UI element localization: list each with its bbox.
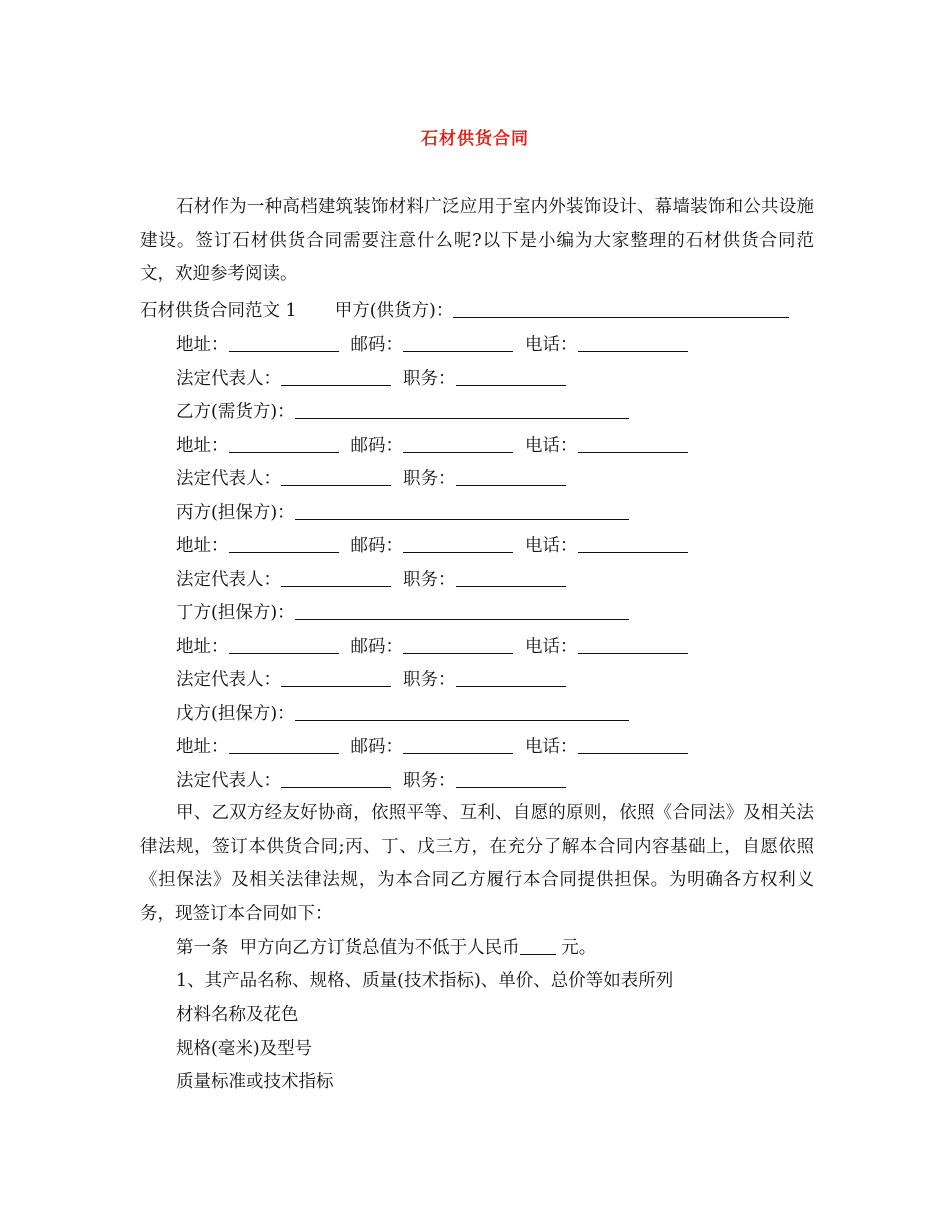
spec-model-line: 规格(毫米)及型号	[176, 1039, 313, 1059]
party-wu-line	[176, 703, 629, 725]
legal-rep-blank	[281, 471, 391, 486]
postcode-label: 邮码：	[350, 536, 403, 556]
position-label: 职务：	[403, 670, 456, 690]
sample-heading: 石材供货合同范文 1	[140, 301, 297, 321]
phone-label: 电话：	[525, 436, 578, 456]
legal-rep-label: 法定代表人：	[176, 369, 281, 389]
postcode-label: 邮码：	[350, 335, 403, 355]
party-ding-blank	[295, 605, 629, 620]
phone-blank	[578, 739, 688, 754]
position-blank	[456, 773, 566, 788]
material-name-line: 材料名称及花色	[176, 1005, 299, 1025]
address-blank	[229, 739, 339, 754]
postcode-blank	[403, 438, 513, 453]
item-1-line: 1、其产品名称、规格、质量(技术指标)、单价、总价等如表所列	[176, 971, 674, 991]
position-label: 职务：	[403, 469, 456, 489]
phone-label: 电话：	[525, 637, 578, 657]
party-jia-label: 甲方(供货方)：	[334, 301, 454, 321]
position-label: 职务：	[403, 570, 456, 590]
postcode-blank	[403, 639, 513, 654]
party-bing-rep-line	[176, 569, 566, 591]
position-blank	[456, 672, 566, 687]
party-wu-rep-line	[176, 770, 566, 792]
party-yi-line	[176, 401, 629, 423]
position-blank	[456, 471, 566, 486]
phone-label: 电话：	[525, 335, 578, 355]
postcode-blank	[403, 538, 513, 553]
party-jia-contact-line	[176, 334, 688, 356]
legal-rep-label: 法定代表人：	[176, 670, 281, 690]
position-label: 职务：	[403, 369, 456, 389]
party-yi-blank	[295, 404, 629, 419]
address-label: 地址：	[176, 737, 229, 757]
party-bing-blank	[295, 505, 629, 520]
article-1-prefix: 第一条 甲方向乙方订货总值为不低于人民币	[176, 938, 520, 958]
party-jia-blank	[453, 303, 789, 318]
phone-blank	[578, 337, 688, 352]
postcode-label: 邮码：	[350, 436, 403, 456]
party-jia-line	[140, 300, 789, 322]
legal-rep-label: 法定代表人：	[176, 570, 281, 590]
article-1-line	[176, 937, 596, 959]
legal-rep-blank	[281, 672, 391, 687]
address-blank	[229, 337, 339, 352]
party-wu-contact-line	[176, 736, 688, 758]
legal-rep-blank	[281, 572, 391, 587]
phone-label: 电话：	[525, 536, 578, 556]
postcode-blank	[403, 337, 513, 352]
article-1-suffix: 元。	[555, 938, 597, 958]
legal-rep-blank	[281, 773, 391, 788]
address-label: 地址：	[176, 436, 229, 456]
party-wu-label: 戊方(担保方)：	[176, 704, 295, 724]
party-jia-rep-line	[176, 368, 566, 390]
phone-blank	[578, 538, 688, 553]
party-ding-label: 丁方(担保方)：	[176, 603, 295, 623]
party-bing-line	[176, 502, 629, 524]
phone-blank	[578, 438, 688, 453]
address-label: 地址：	[176, 637, 229, 657]
legal-rep-blank	[281, 371, 391, 386]
address-label: 地址：	[176, 536, 229, 556]
address-label: 地址：	[176, 335, 229, 355]
party-ding-contact-line	[176, 636, 688, 658]
postcode-label: 邮码：	[350, 637, 403, 657]
legal-rep-label: 法定代表人：	[176, 771, 281, 791]
postcode-blank	[403, 739, 513, 754]
quality-standard-line: 质量标准或技术指标	[176, 1072, 334, 1092]
phone-blank	[578, 639, 688, 654]
party-yi-contact-line	[176, 435, 688, 457]
party-yi-rep-line	[176, 468, 566, 490]
party-ding-line	[176, 602, 629, 624]
address-blank	[229, 639, 339, 654]
position-blank	[456, 572, 566, 587]
position-blank	[456, 371, 566, 386]
document-title: 石材供货合同	[421, 129, 529, 149]
agreement-paragraph: 甲、乙双方经友好协商，依照平等、互利、自愿的原则，依照《合同法》及相关法律法规，签订本供货合同;丙、丁、戊三方，在充分了解本合同内容基础上，自愿依照《担保法》及相关法律法规，为本合同乙方履行本合同提供担保。为明确各方权利义务，现签订本合同如下：	[140, 803, 814, 924]
address-blank	[229, 538, 339, 553]
party-wu-blank	[295, 706, 629, 721]
position-label: 职务：	[403, 771, 456, 791]
intro-paragraph: 石材作为一种高档建筑装饰材料广泛应用于室内外装饰设计、幕墙装饰和公共设施建设。签订石材供货合同需要注意什么呢?以下是小编为大家整理的石材供货合同范文，欢迎参考阅读。	[140, 197, 814, 285]
address-blank	[229, 438, 339, 453]
party-ding-rep-line	[176, 669, 566, 691]
amount-blank	[520, 940, 556, 955]
party-bing-label: 丙方(担保方)：	[176, 503, 295, 523]
phone-label: 电话：	[525, 737, 578, 757]
party-bing-contact-line	[176, 535, 688, 557]
legal-rep-label: 法定代表人：	[176, 469, 281, 489]
postcode-label: 邮码：	[350, 737, 403, 757]
party-yi-label: 乙方(需货方)：	[176, 402, 295, 422]
